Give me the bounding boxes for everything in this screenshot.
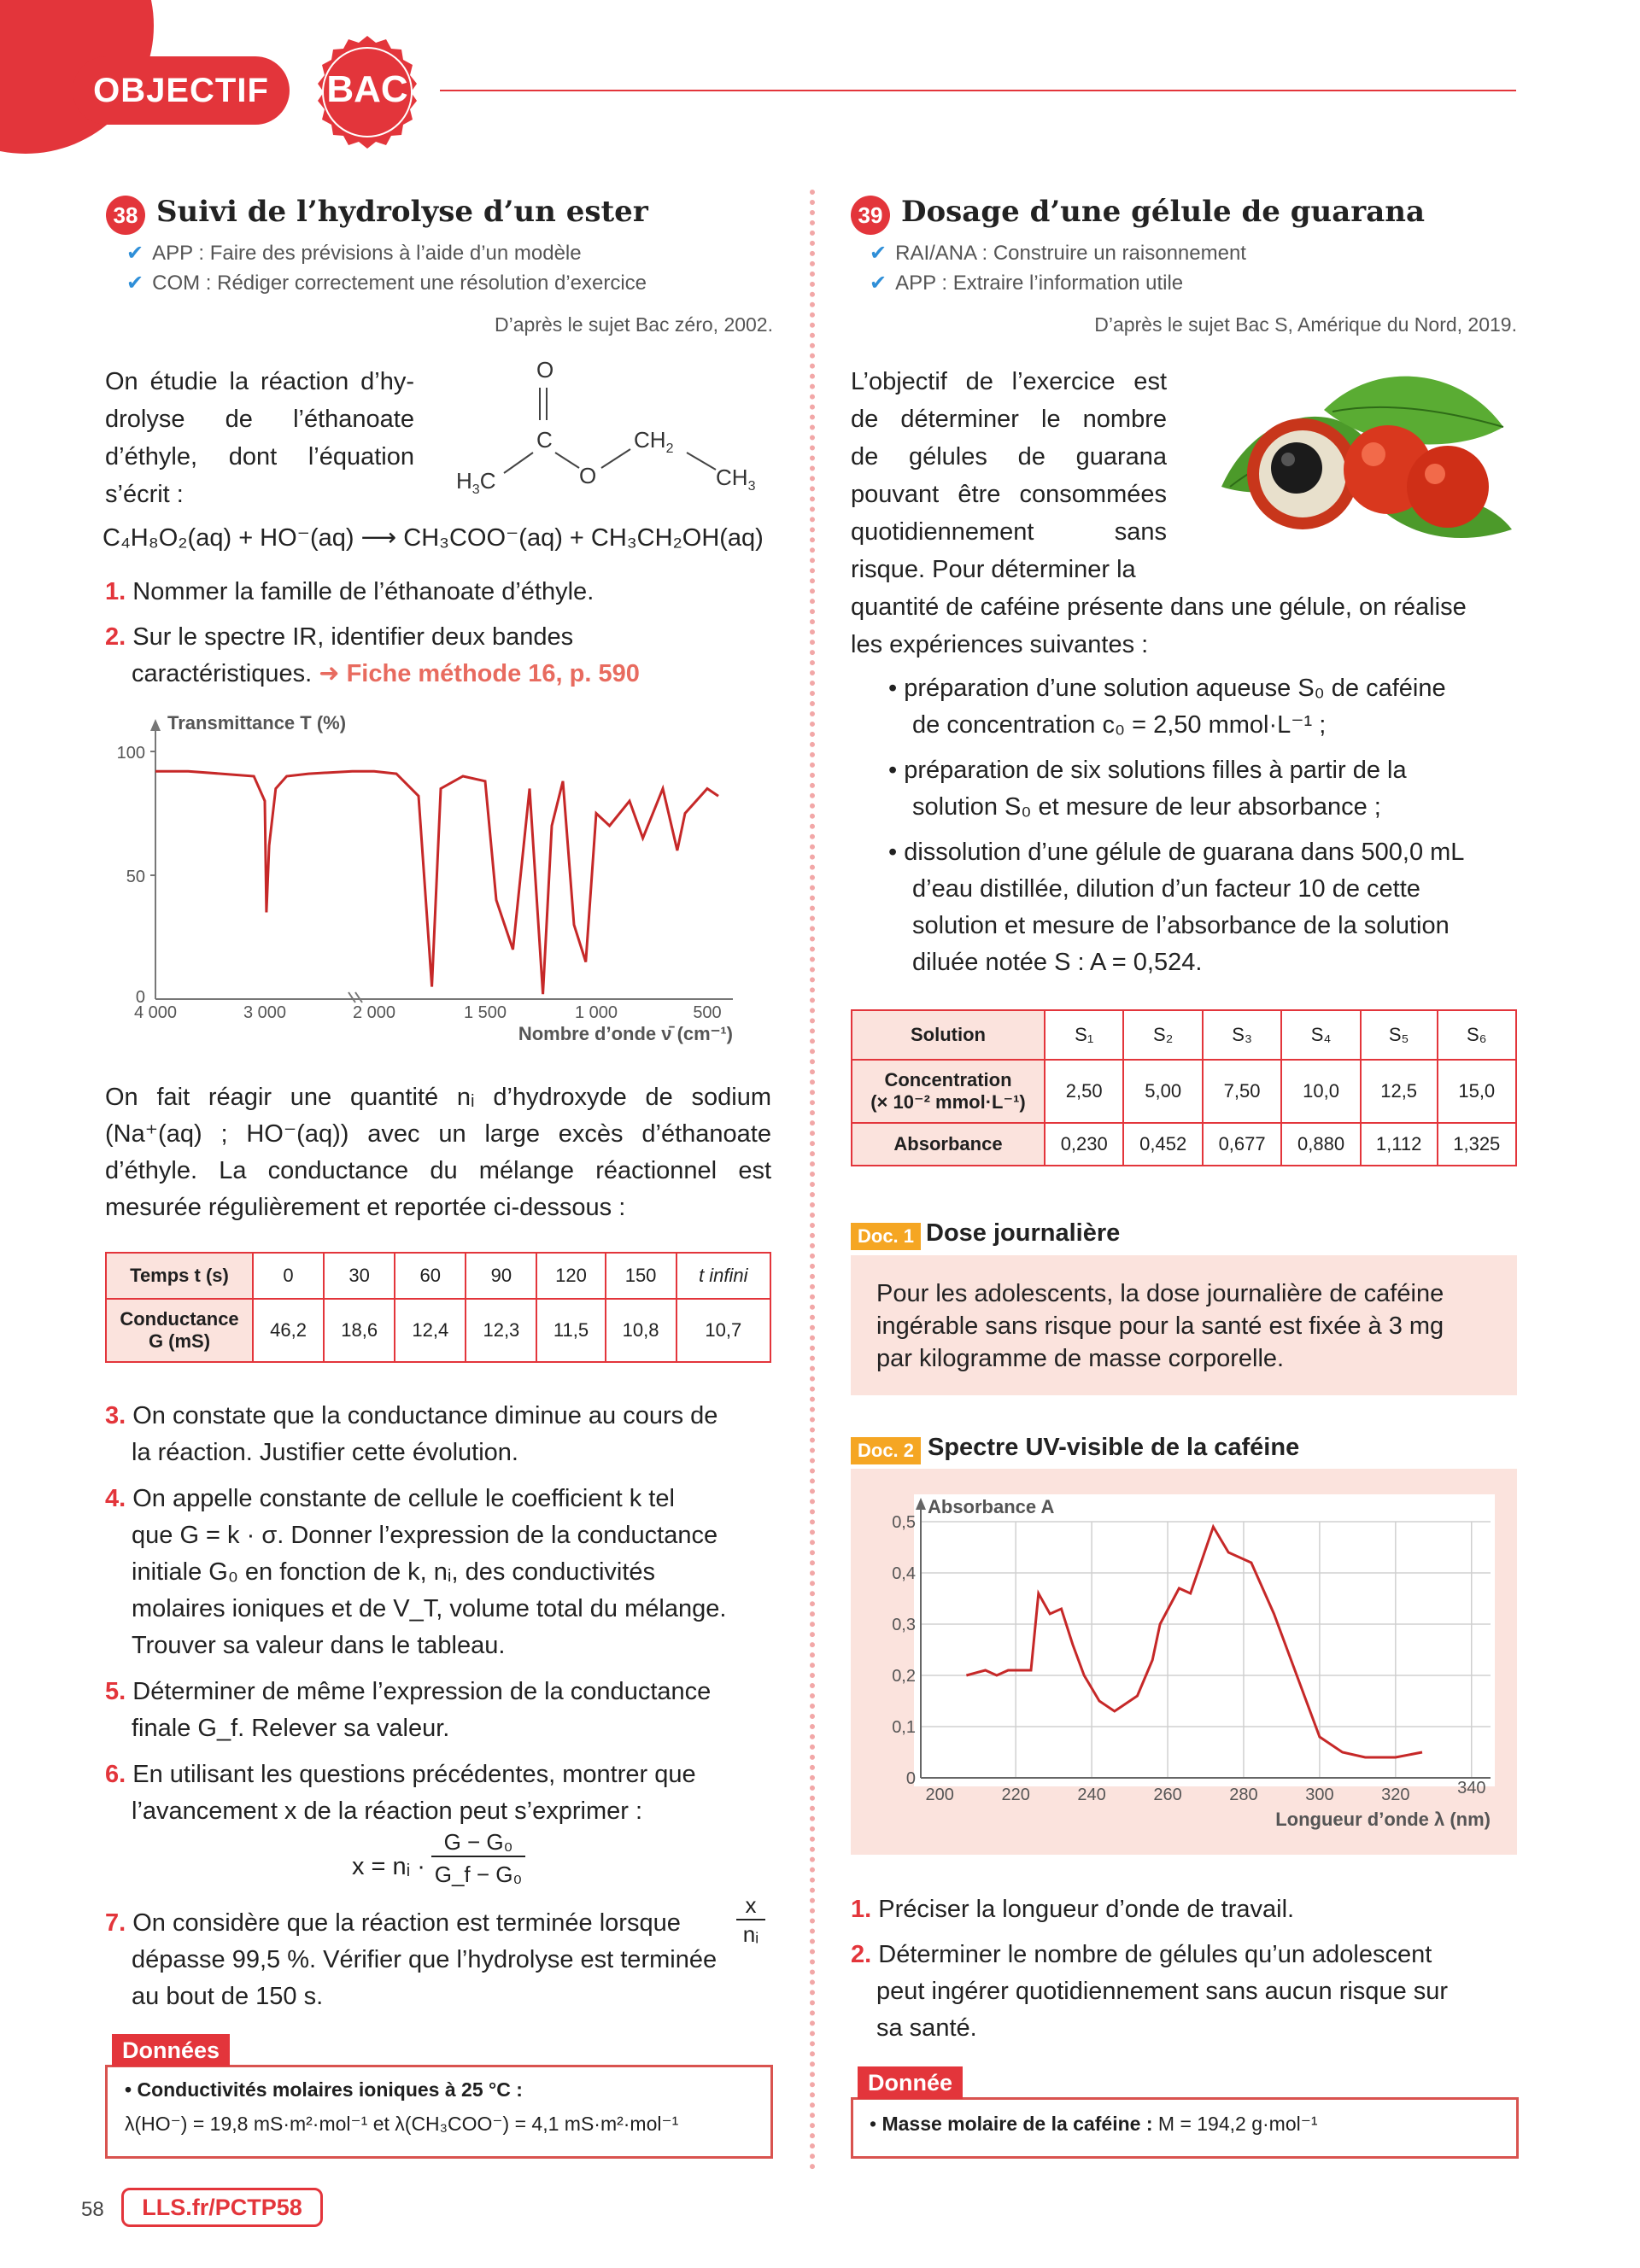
question-6-cont: l’avancement x de la réaction peut s’exprimer :: [132, 1797, 643, 1825]
para2-line: On fait réagir une quantité nᵢ d’hydroxyde de sodium: [105, 1084, 771, 1111]
ex39-question-2-cont: sa santé.: [876, 2014, 977, 2042]
exercise-number-badge: 39: [851, 196, 890, 235]
footer-link[interactable]: LLS.fr/PCTP58: [121, 2188, 323, 2227]
uv-x-tick: 200: [925, 1786, 954, 1804]
doc2-tag: Doc. 2: [851, 1437, 921, 1464]
bullet-line: • dissolution d’une gélule de guarana dans 500,0 mL: [888, 839, 1465, 866]
uv-y-tick: 0,4: [892, 1564, 916, 1583]
donnee-line: • Masse molaire de la caféine : M = 194,2 g·mol⁻¹: [870, 2113, 1318, 2135]
ir-series-line: [155, 771, 718, 994]
table-header-conductance: Conductance G (mS): [106, 1299, 253, 1362]
table-cell: S₄: [1281, 1010, 1360, 1060]
para2-line: d’éthyle. La conductance du mélange réactionnel est: [105, 1157, 771, 1184]
doc1-title: Dose journalière: [926, 1219, 1121, 1247]
question-4-cont: molaires ioniques et de V_T, volume total du mélange.: [132, 1595, 727, 1622]
doc1-line: par kilogramme de masse corporelle.: [876, 1345, 1285, 1372]
intro-line: de gélules de guarana: [851, 443, 1167, 471]
table-cell: 120: [536, 1253, 605, 1299]
fiche-methode-link[interactable]: ➜ Fiche méthode 16, p. 590: [319, 660, 640, 687]
intro-line: L’objectif de l’exercice est: [851, 368, 1167, 395]
table-cell: 90: [466, 1253, 536, 1299]
question-7: 7. On considère que la réaction est terminée lorsque: [105, 1909, 681, 1937]
conductance-table: [105, 1252, 771, 1363]
formula-denominator: G_f − G₀: [434, 1862, 523, 1887]
table-header-time: Temps t (s): [106, 1253, 253, 1299]
table-cell: 10,7: [676, 1299, 770, 1362]
structural-formula: [444, 357, 769, 502]
check-icon: ✔: [126, 272, 144, 295]
column-divider: [810, 190, 815, 2171]
table-cell: 2,50: [1045, 1060, 1123, 1123]
ir-y-tick: 50: [126, 868, 145, 886]
skill-item: ✔ APP : Extraire l’information utile: [870, 272, 1184, 295]
doc1-line: ingérable sans risque pour la santé est fixée à 3 mg: [876, 1312, 1444, 1340]
table-header-solution: Solution: [852, 1010, 1045, 1060]
formula-lhs: x = nᵢ ·: [352, 1853, 425, 1880]
question-6: 6. En utilisant les questions précédentes, montrer que: [105, 1761, 696, 1788]
question-3-cont: la réaction. Justifier cette évolution.: [132, 1439, 518, 1466]
intro-full-line: quantité de caféine présente dans une gélule, on réalise: [851, 593, 1467, 621]
intro-line: d’éthyle, dont l’équation: [105, 443, 414, 471]
uv-y-tick: 0,5: [892, 1513, 916, 1532]
doc1-line: Pour les adolescents, la dose journalière de caféine: [876, 1280, 1444, 1307]
table-cell: 10,0: [1281, 1060, 1360, 1123]
ir-x-tick: 1 000: [574, 1003, 618, 1022]
intro-line: pouvant être consommées: [851, 481, 1167, 508]
table-cell: 0: [253, 1253, 324, 1299]
exercise-number-badge: 38: [106, 196, 145, 235]
ir-y-tick: 100: [116, 744, 145, 763]
uv-y-tick: 0,1: [892, 1718, 916, 1737]
donnee-tab: Donnée: [858, 2066, 963, 2099]
bullet-line: de concentration c₀ = 2,50 mmol·L⁻¹ ;: [912, 711, 1327, 739]
intro-line: risque. Pour déterminer la: [851, 556, 1136, 583]
para2-line: mesurée régulièrement et reportée ci-dessous :: [105, 1194, 626, 1221]
question-2: 2. Sur le spectre IR, identifier deux bandes: [105, 623, 574, 651]
question-4: 4. On appelle constante de cellule le coefficient k tel: [105, 1485, 675, 1512]
question-3: 3. On constate que la conductance diminue au cours de: [105, 1402, 718, 1429]
uv-x-tick: 320: [1381, 1786, 1410, 1804]
uv-x-tick: 340: [1457, 1779, 1486, 1797]
ratio-denominator: nᵢ: [742, 1921, 759, 1947]
ex39-question-2: 2. Déterminer le nombre de gélules qu’un adolescent: [851, 1941, 1432, 1968]
table-cell: 1,325: [1438, 1123, 1516, 1166]
uv-y-label: Absorbance A: [928, 1496, 1055, 1517]
uv-spectrum-chart: [863, 1486, 1503, 1844]
intro-line: drolyse de l’éthanoate: [105, 406, 414, 433]
table-cell: 30: [324, 1253, 395, 1299]
table-cell: 0,230: [1045, 1123, 1123, 1166]
table-cell: 46,2: [253, 1299, 324, 1362]
intro-line: On étudie la réaction d’hy-: [105, 368, 414, 395]
table-cell: 60: [395, 1253, 466, 1299]
ir-x-tick: 500: [693, 1003, 722, 1022]
intro-line: de déterminer le nombre: [851, 406, 1167, 433]
uv-y-tick: 0,3: [892, 1616, 916, 1634]
table-cell: 12,4: [395, 1299, 466, 1362]
formula-c: C: [536, 427, 553, 453]
ex39-question-2-cont: peut ingérer quotidiennement sans aucun risque sur: [876, 1978, 1449, 2005]
source-note: D’après le sujet Bac zéro, 2002.: [494, 313, 773, 336]
ir-x-tick: 4 000: [133, 1003, 178, 1022]
bullet-line: d’eau distillée, dilution d’un facteur 10 de cette: [912, 875, 1420, 903]
skill-item: ✔ RAI/ANA : Construire un raisonnement: [870, 242, 1246, 265]
table-cell: 15,0: [1438, 1060, 1516, 1123]
table-cell: 0,677: [1203, 1123, 1281, 1166]
ratio-numerator: x: [736, 1892, 765, 1920]
uv-y-tick: 0: [905, 1769, 916, 1788]
bullet-line: solution S₀ et mesure de leur absorbance ;: [912, 793, 1381, 821]
table-cell: S₃: [1203, 1010, 1281, 1060]
exercise-title: Suivi de l’hydrolyse d’un ester: [156, 195, 648, 229]
table-cell: 0,452: [1123, 1123, 1202, 1166]
uv-x-tick: 300: [1305, 1786, 1334, 1804]
table-cell: S₁: [1045, 1010, 1123, 1060]
para2-line: (Na⁺(aq) ; HO⁻(aq)) avec un large excès d’éthanoate: [105, 1120, 771, 1148]
bullet-line: solution et mesure de l’absorbance de la solution: [912, 912, 1450, 939]
table-cell: 150: [606, 1253, 676, 1299]
table-cell: S₂: [1123, 1010, 1202, 1060]
table-cell: S₆: [1438, 1010, 1516, 1060]
doc1-tag: Doc. 1: [851, 1223, 921, 1250]
question-5: 5. Déterminer de même l’expression de la conductance: [105, 1678, 712, 1705]
ir-x-tick: 2 000: [352, 1003, 396, 1022]
ir-y-tick: 0: [135, 988, 145, 1007]
question-1: 1. Nommer la famille de l’éthanoate d’éthyle.: [105, 578, 594, 605]
skill-item: ✔ COM : Rédiger correctement une résolution d’exercice: [126, 272, 647, 295]
ir-y-label: Transmittance T (%): [167, 712, 347, 734]
question-2-cont: caractéristiques. ➜ Fiche méthode 16, p. 590: [132, 660, 640, 687]
formula-o: O: [536, 357, 554, 383]
table-header-concentration: Concentration (× 10⁻² mmol·L⁻¹): [852, 1060, 1045, 1123]
table-cell: 12,3: [466, 1299, 536, 1362]
question-7-cont: au bout de 150 s.: [132, 1983, 324, 2010]
bullet-line: diluée notée S : A = 0,524.: [912, 949, 1203, 976]
table-cell: 0,880: [1281, 1123, 1360, 1166]
page-number: 58: [81, 2198, 104, 2221]
formula-ch2: $CH_2$: [634, 427, 674, 456]
table-cell: 7,50: [1203, 1060, 1281, 1123]
table-cell: 12,5: [1361, 1060, 1438, 1123]
bac-label: BAC: [326, 68, 408, 110]
check-icon: ✔: [870, 272, 887, 295]
bullet-line: • préparation de six solutions filles à partir de la: [888, 757, 1407, 784]
table-cell: 1,112: [1361, 1123, 1438, 1166]
uv-x-label: Longueur d’onde λ (nm): [1275, 1809, 1491, 1830]
donnees-line: λ(HO⁻) = 19,8 mS·m²·mol⁻¹ et λ(CH₃COO⁻) = 4,1 mS·m²·mol⁻¹: [125, 2113, 679, 2135]
table-cell: 10,8: [606, 1299, 676, 1362]
formula-numerator: G − G₀: [431, 1829, 525, 1857]
ir-x-tick: 3 000: [243, 1003, 287, 1022]
table-cell: 11,5: [536, 1299, 605, 1362]
header-rule: [440, 90, 1516, 91]
donnees-title: • Conductivités molaires ioniques à 25 °C :: [125, 2078, 523, 2101]
ir-x-label: Nombre d’onde ν̄ (cm⁻¹): [518, 1023, 733, 1044]
table-cell: 5,00: [1123, 1060, 1202, 1123]
ir-x-tick: 1 500: [463, 1003, 507, 1022]
uv-x-tick: 240: [1077, 1786, 1106, 1804]
uv-x-tick: 220: [1001, 1786, 1030, 1804]
question-4-cont: Trouver sa valeur dans le tableau.: [132, 1632, 506, 1659]
reaction-equation: C₄H₈O₂(aq) + HO⁻(aq) ⟶ CH₃COO⁻(aq) + CH₃CH₂OH(aq): [102, 524, 764, 552]
check-icon: ✔: [126, 242, 144, 265]
question-4-cont: que G = k · σ. Donner l’expression de la conductance: [132, 1522, 718, 1549]
source-note: D’après le sujet Bac S, Amérique du Nord, 2019.: [1094, 313, 1517, 336]
doc2-title: Spectre UV-visible de la caféine: [928, 1434, 1300, 1461]
donnees-tab: Données: [112, 2034, 230, 2066]
table-cell: t infini: [676, 1253, 770, 1299]
formula-ch3: $CH_3$: [716, 465, 756, 494]
guarana-fruit-image: [1204, 359, 1520, 555]
uv-x-tick: 260: [1153, 1786, 1182, 1804]
intro-full-line: les expériences suivantes :: [851, 631, 1149, 658]
uv-x-tick: 280: [1229, 1786, 1258, 1804]
absorbance-table: [851, 1009, 1517, 1166]
bullet-line: • préparation d’une solution aqueuse S₀ de caféine: [888, 675, 1446, 702]
skill-item: ✔ APP : Faire des prévisions à l’aide d’un modèle: [126, 242, 582, 265]
table-header-absorbance: Absorbance: [852, 1123, 1045, 1166]
objectif-label: OBJECTIF: [73, 56, 290, 125]
intro-line: quotidiennement sans: [851, 518, 1167, 546]
check-icon: ✔: [870, 242, 887, 265]
ex39-question-1: 1. Préciser la longueur d’onde de travail.: [851, 1896, 1295, 1923]
table-cell: 18,6: [324, 1299, 395, 1362]
ir-spectrum-chart: [101, 709, 750, 1050]
intro-line: s’écrit :: [105, 481, 184, 508]
formula-o-ester: O: [579, 463, 597, 488]
formula-h3c: $H_3C$: [456, 468, 496, 497]
table-cell: S₅: [1361, 1010, 1438, 1060]
question-5-cont: finale G_f. Relever sa valeur.: [132, 1715, 450, 1742]
question-4-cont: initiale G₀ en fonction de k, nᵢ, des conductivités: [132, 1558, 656, 1586]
question-7-cont: dépasse 99,5 %. Vérifier que l’hydrolyse est terminée: [132, 1946, 718, 1973]
uv-y-tick: 0,2: [892, 1667, 916, 1686]
exercise-title: Dosage d’une gélule de guarana: [901, 195, 1425, 229]
